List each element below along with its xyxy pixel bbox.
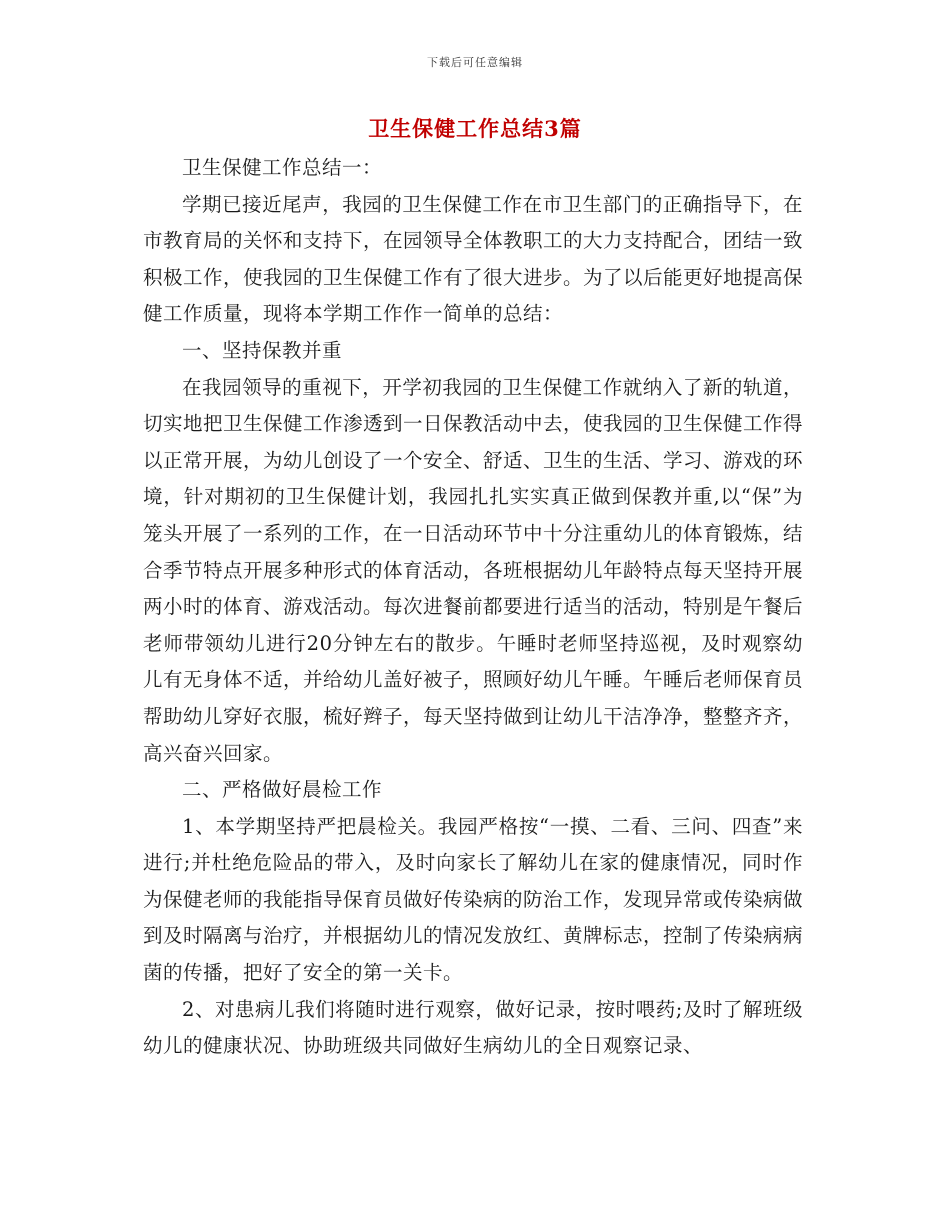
document-title: 卫生保健工作总结3篇 [368,116,582,141]
paragraph: 1、本学期坚持严把晨检关。我园严格按“一摸、二看、三问、四查”来进行;并杜绝危险品的带入，及时向家长了解幼儿在家的健康情况，同时作为保健老师的我能指导保育员做好传染病的防治工作，发现异常或传染病做到及时隔离与治疗，并根据幼儿的情况发放红、黄牌标志，控制了传染病病菌的传播，把好了安全的第一关卡。 [143,814,804,985]
document-body [143,150,803,1065]
paragraph: 2、对患病儿我们将随时进行观察，做好记录，按时喂药;及时了解班级幼儿的健康状况、协助班级共同做好生病幼儿的全日观察记录、 [143,997,803,1058]
paragraph: 学期已接近尾声，我园的卫生保健工作在市卫生部门的正确指导下，在市教育局的关怀和支持下，在园领导全体教职工的大力支持配合，团结一致积极工作，使我园的卫生保健工作有了很大进步。为了以后能更好地提高保健工作质量，现将本学期工作作一简单的总结： [143,192,804,326]
paragraph: 卫生保健工作总结一： [182,156,383,179]
section-heading: 一、坚持保教并重 [182,338,343,362]
paragraph: 在我园领导的重视下，开学初我园的卫生保健工作就纳入了新的轨道，切实地把卫生保健工作渗透到一日保教活动中去，使我园的卫生保健工作得以正常开展，为幼儿创设了一个安全、舒适、卫生的生活、学习、游戏的环境，针对期初的卫生保健计划，我园扎扎实实真正做到保教并重,以“保”为笼头开展了一系列的工作，在一日活动环节中十分注重幼儿的体育锻炼，结合季节特点开展多种形式的体育活动，各班根据幼儿年龄特点每天坚持开展两小时的体育、游戏活动。每次进餐前都要进行适当的活动，特别是午餐后老师带领幼儿进行20分钟左右的散步。午睡时老师坚持巡视，及时观察幼儿有无身体不适，并给幼儿盖好被子，照顾好幼儿午睡。午睡后老师保育员帮助幼儿穿好衣服，梳好辫子，每天坚持做到让幼儿干洁净净，整整齐齐，高兴奋兴回家。 [143,375,804,765]
page-header: 下载后可任意编辑 [427,56,523,69]
section-heading: 二、严格做好晨检工作 [182,778,383,802]
